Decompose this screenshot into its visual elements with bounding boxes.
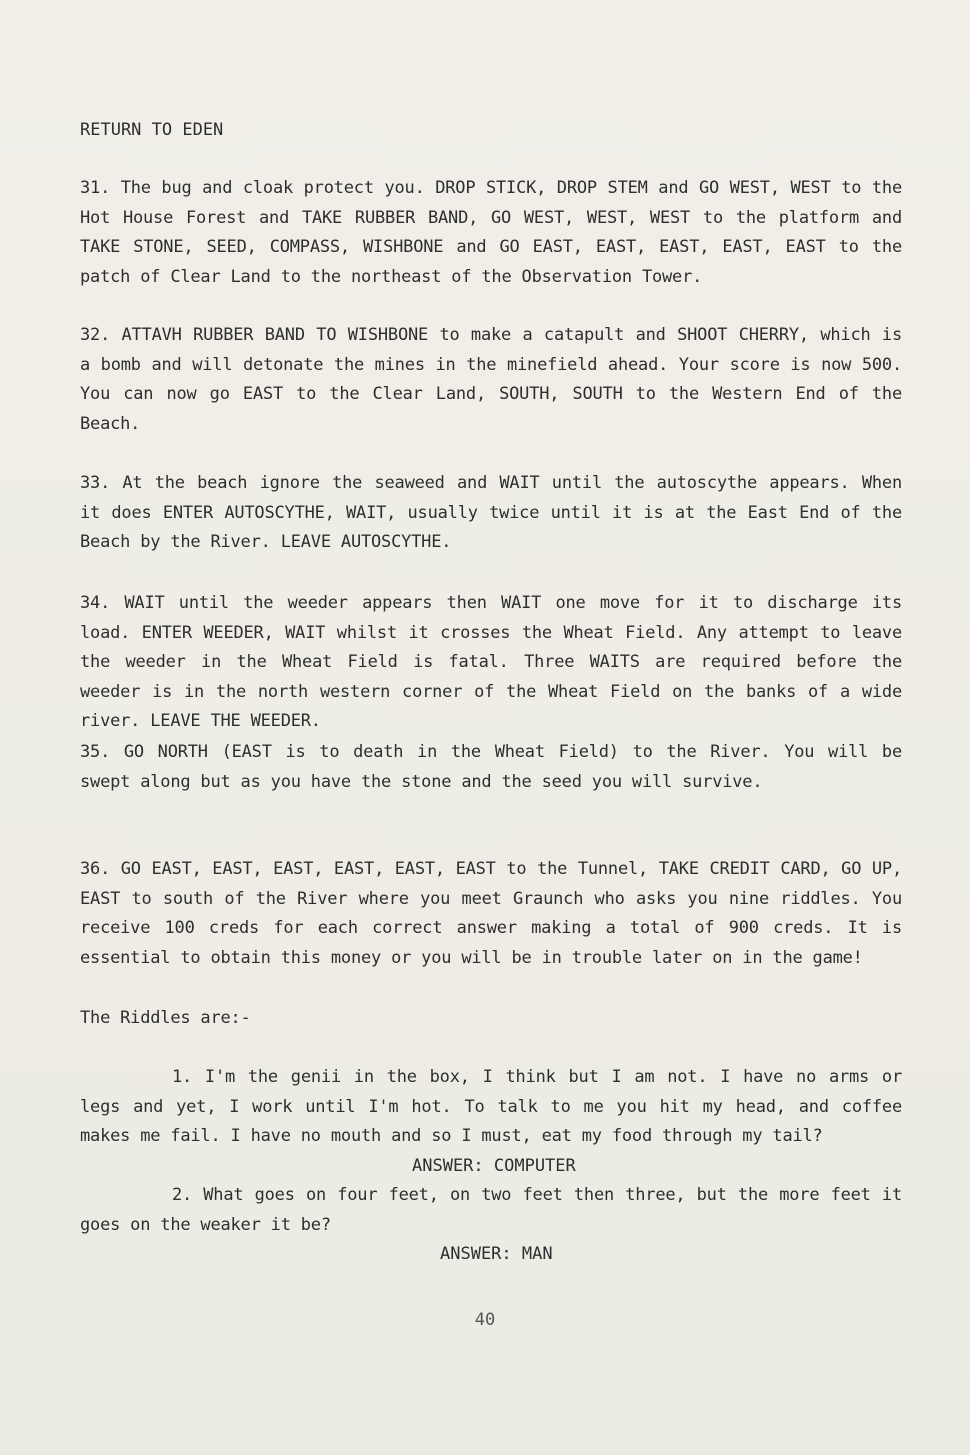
step-32 [80, 321, 902, 439]
step-33 [80, 469, 902, 558]
riddles-heading [80, 1004, 902, 1034]
step-31 [80, 174, 902, 292]
step-34 [80, 589, 902, 737]
riddle-2-answer: ANSWER: MAN [440, 1244, 553, 1264]
running-header: RETURN TO EDEN [80, 120, 224, 140]
page-number: 40 [474, 1310, 496, 1330]
step-32-text: 32. ATTAVH RUBBER BAND TO WISHBONE to make a catapult and SHOOT CHERRY, which is a bomb and will detonate the mines in the minefield ahead. Your score is now 500. You can now go EAST to the Clear Land, SOUTH, SOUTH to the Western End of the Beach. [80, 325, 902, 434]
riddle-1 [80, 1063, 902, 1152]
riddle-1-answer: ANSWER: COMPUTER [412, 1156, 576, 1176]
step-31-text: 31. The bug and cloak protect you. DROP STICK, DROP STEM and GO WEST, WEST to the Hot House Forest and TAKE RUBBER BAND, GO WEST, WEST, WEST to the platform and TAKE STONE, SEED, COMPASS, WISHBONE and GO EAST, EAST, EAST, EAST, EAST to the patch of Clear Land to the northeast of the Observation Tower. [80, 178, 902, 287]
riddle-2 [80, 1181, 902, 1240]
step-34-text: 34. WAIT until the weeder appears then WAIT one move for it to discharge its load. ENTER WEEDER, WAIT whilst it crosses the Wheat Field. Any attempt to leave the weeder in the Wheat Field is fatal. Three WAITS are required before the weeder is in the north western corner of the Wheat Field on the banks of a wide river. LEAVE THE WEEDER. [80, 593, 902, 731]
riddle-1-text: 1. I'm the genii in the box, I think but I am not. I have no arms or legs and yet, I work until I'm hot. To talk to me you hit my head, and coffee makes me fail. I have no mouth and so I must, eat my food through my tail? [80, 1067, 902, 1146]
step-33-text: 33. At the beach ignore the seaweed and WAIT until the autoscythe appears. When it does ENTER AUTOSCYTHE, WAIT, usually twice until it is at the East End of the Beach by the River. LEAVE AUTOSCYTHE. [80, 473, 902, 552]
riddle-2-text: 2. What goes on four feet, on two feet then three, but the more feet it goes on the weaker it be? [80, 1185, 902, 1235]
riddles-heading-text: The Riddles are:- [80, 1008, 251, 1028]
step-36-text: 36. GO EAST, EAST, EAST, EAST, EAST, EAST to the Tunnel, TAKE CREDIT CARD, GO UP, EAST to south of the River where you meet Graunch who asks you nine riddles. You receive 100 creds for each correct answer making a total of 900 creds. It is essential to obtain this money or you will be in trouble later on in the game! [80, 859, 902, 968]
step-35-text: 35. GO NORTH (EAST is to death in the Wheat Field) to the River. You will be swept along but as you have the stone and the seed you will survive. [80, 742, 902, 792]
step-35 [80, 738, 902, 797]
step-36 [80, 855, 902, 973]
